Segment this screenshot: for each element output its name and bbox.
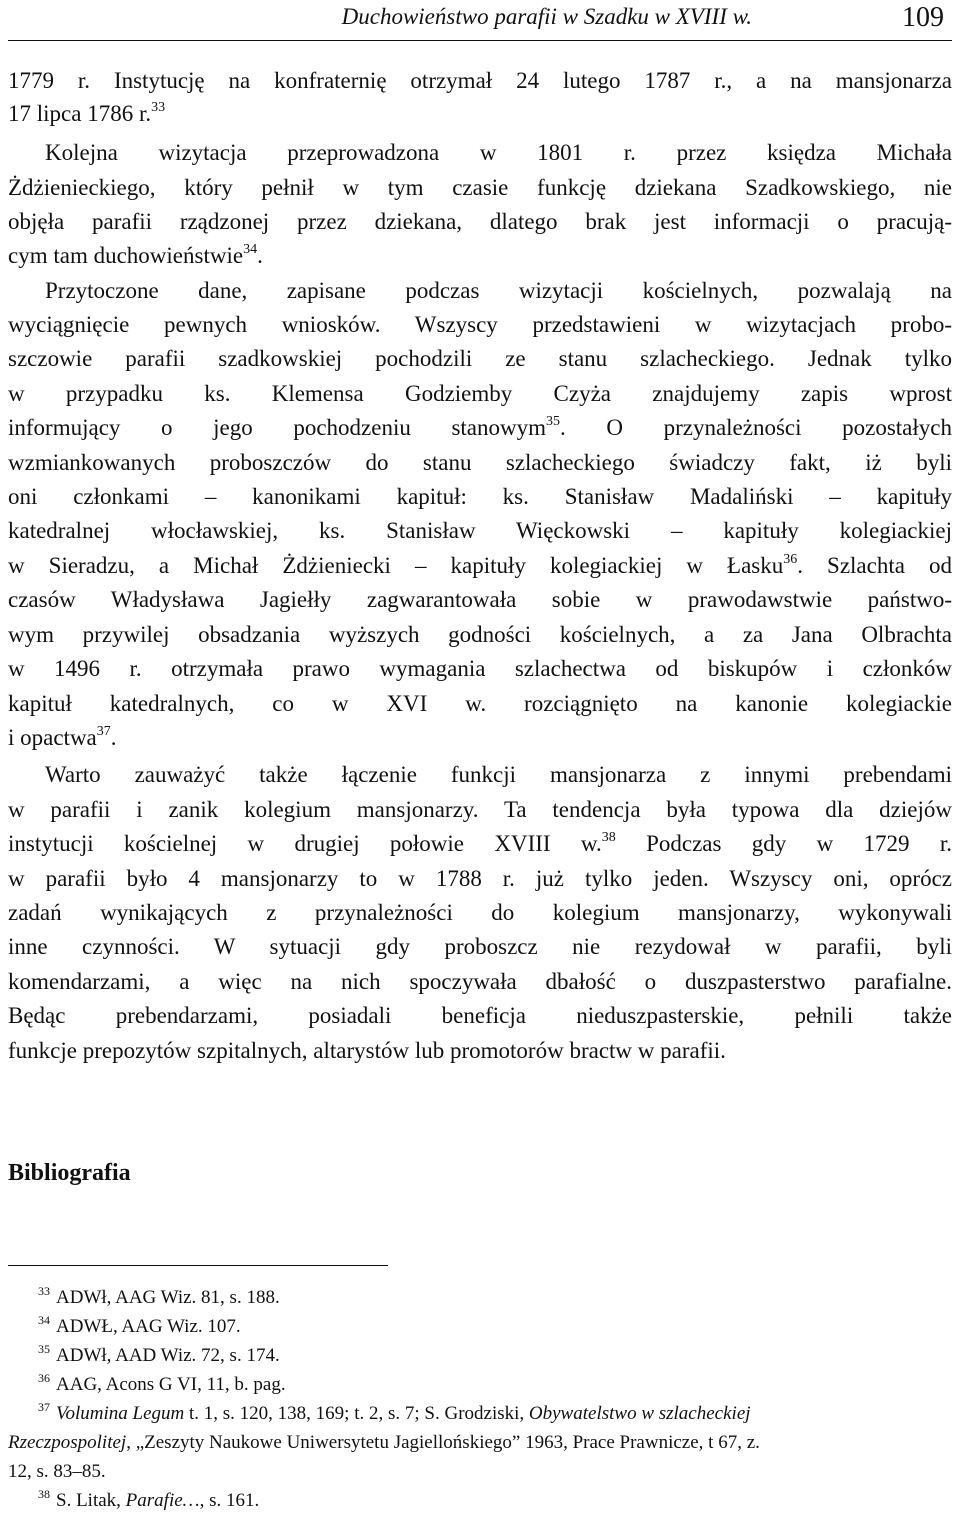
footnote: $^{33}$ ADWł, AAG Wiz. 81, s. 188.	[38, 1284, 280, 1308]
footnote-ref: 35	[546, 414, 561, 429]
text-line: w parafii było 4 mansjonarzy to w 1788 r. już tylko jeden. Wszyscy oni, oprócz	[8, 866, 952, 891]
text-line: Przytoczone dane, zapisane podczas wizytacji kościelnych, pozwalają na	[45, 278, 952, 303]
text-line: czasów Władysława Jagiełły zagwarantowała sobie w prawodawstwie państwo-	[8, 587, 952, 612]
text-line: oni członkami – kanonikami kapituł: ks. Stanisław Madaliński – kapituły	[8, 484, 952, 509]
text-line: w przypadku ks. Klemensa Godziemby Czyża znajdujemy zapis wprost	[8, 381, 952, 406]
text-line: instytucji kościelnej w drugiej połowie XVIII w.$^{38}$ Podczas gdy w 1729 r.	[8, 830, 953, 856]
text-line: wzmiankowanych proboszczów do stanu szlacheckiego świadczy fakt, iż byli	[8, 450, 952, 475]
text-line: Warto zauważyć także łączenie funkcji mansjonarza z innymi prebendami	[45, 762, 952, 787]
text-line: w 1496 r. otrzymała prawo wymagania szlachectwa od biskupów i członków	[8, 656, 952, 681]
footnote: $^{36}$ AAG, Acons G VI, 11, b. pag.	[38, 1371, 286, 1395]
footnote-ref: 34	[243, 242, 258, 257]
footnote: $^{35}$ ADWł, AAD Wiz. 72, s. 174.	[38, 1342, 280, 1366]
text-line: 1779 r. Instytucję na konfraternię otrzymał 24 lutego 1787 r., a na mansjonarza	[8, 68, 952, 93]
text-line: inne czynności. W sytuacji gdy proboszcz nie rezydował w parafii, byli	[8, 934, 952, 959]
footnote-ref: 37	[96, 724, 111, 739]
footnote-ref: 38	[601, 830, 616, 845]
footnote-ref: 33	[151, 100, 166, 115]
running-title: Duchowieństwo parafii w Szadku w XVIII w.	[341, 4, 752, 29]
footnote: $^{38}$ S. Litak, Parafie…, s. 161.	[38, 1487, 260, 1511]
footnote: $^{37}$ Volumina Legum t. 1, s. 120, 138, 169; t. 2, s. 7; S. Grodziski, Obywatelstwo w szlacheckiej	[38, 1400, 751, 1424]
footnote-number: 36	[38, 1371, 50, 1385]
text-line: funkcje prepozytów szpitalnych, altarystów lub promotorów bractw w parafii.	[8, 1038, 726, 1063]
text-line: 17 lipca 1786 r.$^{33}$	[8, 100, 166, 126]
text-line: i opactwa$^{37}$.	[8, 724, 117, 750]
page-number: 109	[902, 2, 944, 33]
text-line: informujący o jego pochodzeniu stanowym$^{35}$. O przynależności pozostałych	[8, 414, 952, 440]
text-line: Żdżienieckiego, który pełnił w tym czasie funkcję dziekana Szadkowskiego, nie	[8, 175, 952, 200]
footnote-separator	[8, 1265, 388, 1266]
text-line: wym przywilej obsadzania wyższych godności kościelnych, a za Jana Olbrachta	[8, 622, 952, 647]
cited-title: Parafie…	[125, 1490, 200, 1511]
footnote-number: 35	[38, 1342, 50, 1356]
footnote-number: 37	[38, 1400, 50, 1414]
text-line: katedralnej włocławskiej, ks. Stanisław Więckowski – kapituły kolegiackiej	[8, 518, 952, 543]
cited-title: Volumina Legum	[56, 1403, 185, 1424]
text-line: zadań wynikających z przynależności do kolegium mansjonarzy, wykonywali	[8, 900, 952, 925]
text-line: w Sieradzu, a Michał Żdżieniecki – kapituły kolegiackiej w Łasku$^{36}$. Szlachta od	[8, 552, 952, 578]
page-header	[8, 0, 952, 41]
footnote-ref: 36	[783, 552, 798, 567]
text-line: szczowie parafii szadkowskiej pochodzili ze stanu szlacheckiego. Jednak tylko	[8, 346, 952, 371]
text-line: objęła parafii rządzonej przez dziekana, dlatego brak jest informacji o pracują-	[8, 209, 952, 234]
text-line: Kolejna wizytacja przeprowadzona w 1801 r. przez księdza Michała	[45, 140, 952, 165]
text-line: komendarzami, a więc na nich spoczywała dbałość o duszpasterstwo parafialne.	[8, 969, 952, 994]
text-line: w parafii i zanik kolegium mansjonarzy. Ta tendencja była typowa dla dziejów	[8, 797, 952, 822]
footnote-continuation: 12, s. 83–85.	[8, 1461, 106, 1482]
cited-title: Rzeczpospolitej	[8, 1432, 127, 1453]
footnote-number: 34	[38, 1313, 50, 1327]
footnote: $^{34}$ ADWŁ, AAG Wiz. 107.	[38, 1313, 241, 1337]
cited-title: Obywatelstwo w szlacheckiej	[528, 1403, 751, 1424]
text-line: wyciągnięcie pewnych wniosków. Wszyscy przedstawieni w wizytacjach probo-	[8, 312, 952, 337]
text-line: cym tam duchowieństwie$^{34}$.	[8, 242, 263, 268]
bibliography-heading: Bibliografia	[8, 1160, 131, 1186]
footnote-number: 33	[38, 1284, 50, 1298]
text-line: Będąc prebendarzami, posiadali beneficja nieduszpasterskie, pełnili także	[8, 1003, 952, 1028]
footnote-number: 38	[38, 1487, 50, 1501]
text-line: kapituł katedralnych, co w XVI w. rozciągnięto na kanonie kolegiackie	[8, 691, 952, 716]
footnote-continuation: Rzeczpospolitej, „Zeszyty Naukowe Uniwersytetu Jagiellońskiego” 1963, Prace Prawnicze, t 67, z.	[8, 1432, 760, 1453]
